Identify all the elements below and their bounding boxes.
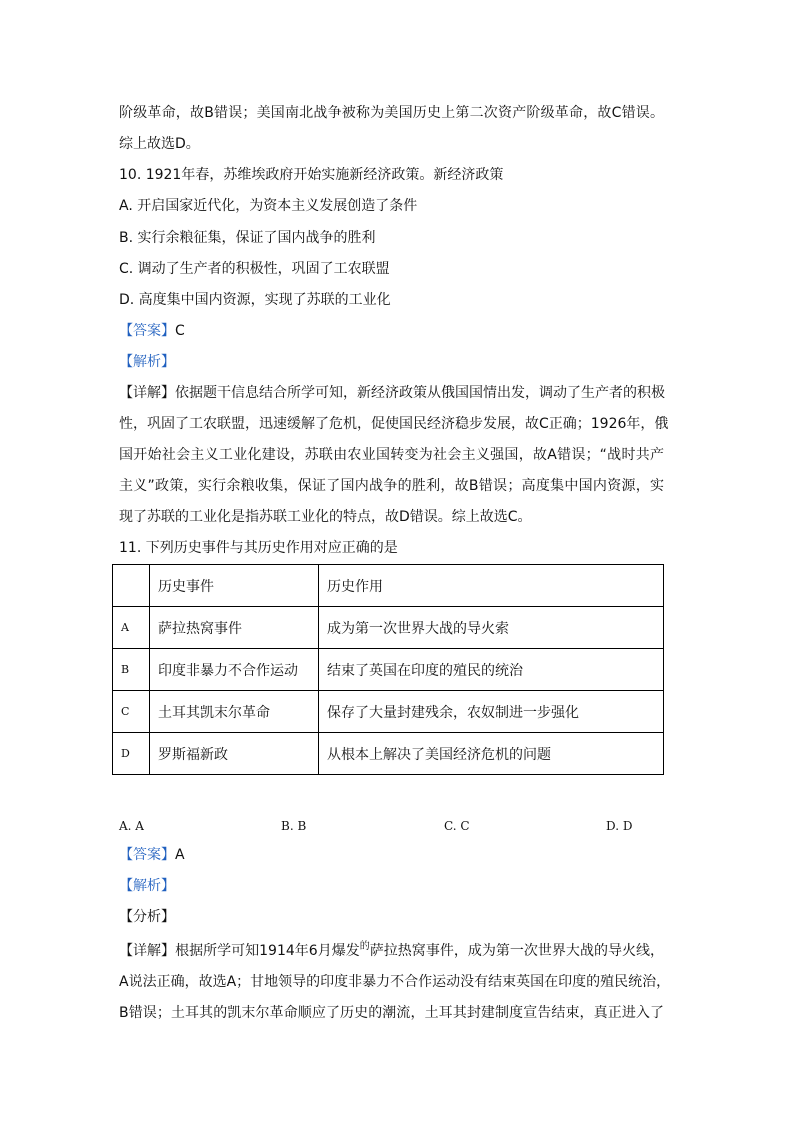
q10-answer-label: 【答案】 bbox=[119, 323, 175, 339]
q11-choice-b: B. B bbox=[281, 819, 307, 833]
q10-stem: 10. 1921年春，苏维埃政府开始实施新经济政策。新经济政策 bbox=[119, 167, 504, 183]
q11-detail-label: 【详解】 bbox=[119, 943, 176, 959]
prev-explanation-line-2: 综上故选D。 bbox=[119, 136, 200, 152]
q11-detail-text-1a: 根据所学可知1914年6月爆发 bbox=[175, 943, 360, 959]
prev-explanation-line-1: 阶级革命，故B错误；美国南北战争被称为美国历史上第二次资产阶级革命，故C错误。 bbox=[119, 105, 664, 121]
table-cell-effect: 结束了英国在印度的殖民的统治 bbox=[319, 649, 664, 691]
table-cell-effect: 从根本上解决了美国经济危机的问题 bbox=[319, 733, 664, 775]
q11-answer-value: A bbox=[175, 847, 185, 863]
table-cell-effect: 成为第一次世界大战的导火索 bbox=[319, 607, 664, 649]
table-header-cell bbox=[113, 565, 150, 607]
q10-detail-text-1: 依据题干信息结合所学可知，新经济政策从俄国国情出发，调动了生产者的积极 bbox=[175, 385, 665, 401]
q10-detail-line-3: 国开始社会主义工业化建设，苏联由农业国转变为社会主义强国，故A错误；“战时共产 bbox=[119, 447, 664, 463]
q11-detail-line-2: A说法正确，故选A；甘地领导的印度非暴力不合作运动没有结束英国在印度的殖民统治， bbox=[119, 974, 671, 990]
q11-answer-label: 【答案】 bbox=[119, 847, 175, 863]
table-cell-event: 印度非暴力不合作运动 bbox=[150, 649, 319, 691]
table-row bbox=[113, 607, 664, 649]
table-cell-event: 土耳其凯末尔革命 bbox=[150, 691, 319, 733]
q10-detail-line-4: 主义”政策，实行余粮收集，保证了国内战争的胜利，故B错误；高度集中国内资源，实 bbox=[119, 478, 664, 494]
q11-choice-c: C. C bbox=[444, 819, 470, 833]
q10-answer-value: C bbox=[175, 323, 185, 339]
q11-detail-superscript: 的 bbox=[359, 941, 370, 952]
q10-option-d: D. 高度集中国内资源，实现了苏联的工业化 bbox=[119, 292, 391, 308]
q11-stem: 11. 下列历史事件与其历史作用对应正确的是 bbox=[119, 540, 398, 556]
table-cell-effect: 保存了大量封建残余，农奴制进一步强化 bbox=[319, 691, 664, 733]
q10-detail-line-2: 性，巩固了工农联盟，迅速缓解了危机，促使国民经济稳步发展，故C正确；1926年，俄 bbox=[119, 416, 669, 432]
table-cell-letter: C bbox=[113, 691, 150, 733]
q11-table bbox=[112, 564, 664, 775]
table-cell-letter: B bbox=[113, 649, 150, 691]
q11-answer bbox=[119, 845, 185, 865]
table-cell-event: 萨拉热窝事件 bbox=[150, 607, 319, 649]
q10-option-b: B. 实行余粮征集，保证了国内战争的胜利 bbox=[119, 230, 376, 246]
table-row bbox=[113, 691, 664, 733]
q11-detail-line-1 bbox=[119, 941, 664, 963]
table-header-row bbox=[113, 565, 664, 607]
q10-option-a: A. 开启国家近代化，为资本主义发展创造了条件 bbox=[119, 198, 418, 214]
table-header-cell: 历史作用 bbox=[319, 565, 664, 607]
q10-option-c: C. 调动了生产者的积极性，巩固了工农联盟 bbox=[119, 261, 390, 277]
q10-answer bbox=[119, 321, 185, 341]
q11-analysis-label: 【解析】 bbox=[119, 878, 175, 894]
table-cell-letter: D bbox=[113, 733, 150, 775]
q10-detail-line-5: 现了苏联的工业化是指苏联工业化的特点，故D错误。综上故选C。 bbox=[119, 509, 532, 525]
table-row bbox=[113, 649, 664, 691]
q10-detail-label: 【详解】 bbox=[119, 385, 175, 401]
table-cell-letter: A bbox=[113, 607, 150, 649]
q10-detail-line-1 bbox=[119, 383, 664, 403]
q11-detail-text-1b: 萨拉热窝事件，成为第一次世界大战的导火线， bbox=[369, 943, 665, 959]
q10-analysis-label: 【解析】 bbox=[119, 354, 175, 370]
q11-choice-d: D. D bbox=[606, 819, 633, 833]
table-header-cell: 历史事件 bbox=[150, 565, 319, 607]
table-cell-event: 罗斯福新政 bbox=[150, 733, 319, 775]
q11-detail-line-3: B错误；土耳其的凯末尔革命顺应了历史的潮流，土耳其封建制度宣告结束，真正进入了 bbox=[119, 1005, 664, 1021]
q11-choice-a: A. A bbox=[119, 819, 144, 833]
table-row bbox=[113, 733, 664, 775]
q11-fenxi-label: 【分析】 bbox=[119, 909, 175, 925]
